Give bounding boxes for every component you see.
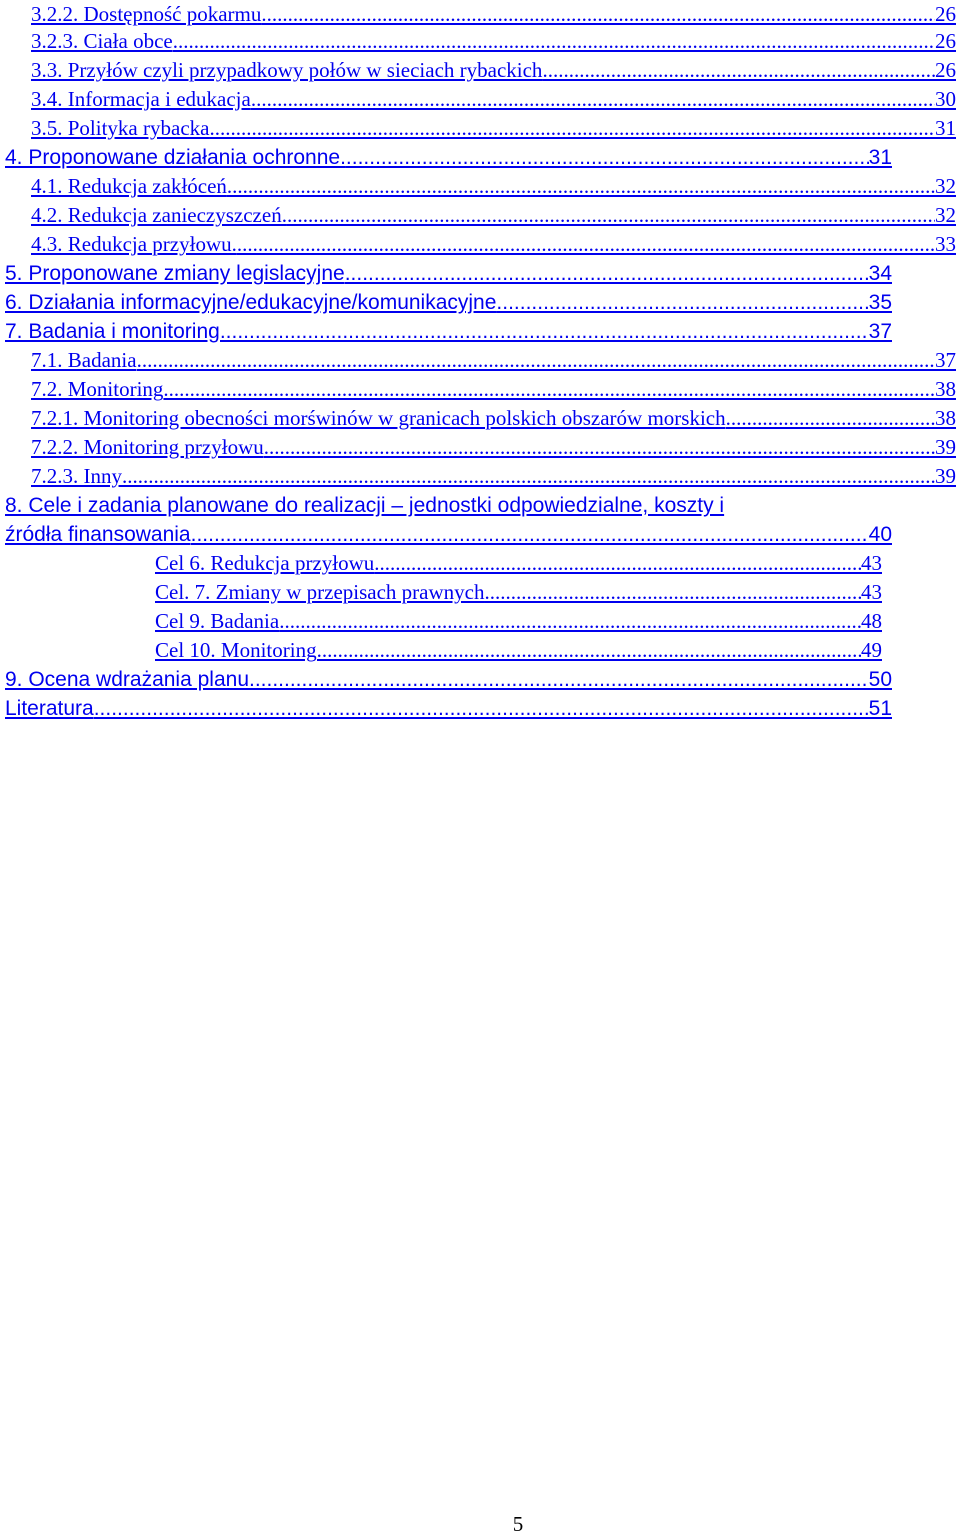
toc-entry-label: 7.2.3. Inny: [31, 464, 122, 488]
dot-leader: [122, 462, 935, 491]
toc-entry-label: 4.1. Redukcja zakłóceń: [31, 174, 227, 198]
toc-entry-page: 35: [868, 291, 892, 314]
dot-leader: [726, 404, 935, 433]
dot-leader: [261, 0, 935, 29]
page-number: 5: [512, 1512, 524, 1536]
toc-entry-label: Cel 10. Monitoring: [155, 638, 317, 662]
toc-entry-page: 38: [935, 377, 956, 401]
toc-entry-label: 6. Działania informacyjne/edukacyjne/komunikacyjne: [5, 291, 497, 314]
toc-entry-label-line2: źródła finansowania: [5, 523, 191, 546]
dot-leader: [542, 56, 935, 85]
toc-entry-3-2-3[interactable]: [31, 27, 956, 56]
toc-entry-cel-10[interactable]: [155, 636, 882, 665]
toc-entry-label: 3.4. Informacja i edukacja: [31, 87, 251, 111]
toc-entry-page: 39: [935, 464, 956, 488]
toc-entry-7-2-1[interactable]: [31, 404, 956, 433]
dot-leader: [191, 520, 869, 549]
dot-leader: [496, 288, 868, 317]
toc-entry-page: 34: [868, 262, 892, 285]
toc-entry-label: Cel 9. Badania: [155, 609, 280, 633]
toc-entry-label: Literatura: [5, 697, 94, 720]
toc-entry-page: 43: [861, 551, 882, 575]
dot-leader: [374, 549, 861, 578]
toc-entry-3-2-2[interactable]: [31, 0, 956, 29]
toc-entry-label: Cel. 7. Zmiany w przepisach prawnych: [155, 580, 485, 604]
toc-entry-literatura[interactable]: [5, 694, 892, 723]
toc-entry-label: 4. Proponowane działania ochronne.: [5, 146, 346, 169]
dot-leader: [264, 433, 935, 462]
toc-entry-cel-6[interactable]: [155, 549, 882, 578]
toc-entry-page: 37: [935, 348, 956, 372]
toc-entry-label: 9. Ocena wdrażania planu: [5, 668, 249, 691]
toc-entry-7-1[interactable]: [31, 346, 956, 375]
dot-leader: [249, 665, 869, 694]
toc-entry-8[interactable]: [5, 491, 892, 549]
dot-leader: [317, 636, 861, 665]
toc-entry-page: 43: [861, 580, 882, 604]
toc-entry-cel-9[interactable]: [155, 607, 882, 636]
toc-entry-4[interactable]: [5, 143, 892, 172]
toc-entry-label: Cel 6. Redukcja przyłowu: [155, 551, 375, 575]
toc-entry-label: 3.2.3. Ciała obce: [31, 29, 173, 53]
toc-entry-label: 3.3. Przyłów czyli przypadkowy połów w sieciach rybackich: [31, 58, 543, 82]
toc-entry-label: 3.5. Polityka rybacka: [31, 116, 210, 140]
toc-entry-page: 33: [935, 232, 956, 256]
toc-entry-label: 4.3. Redukcja przyłowu.: [31, 232, 237, 256]
toc-entry-9[interactable]: [5, 665, 892, 694]
toc-entry-5[interactable]: [5, 259, 892, 288]
toc-entry-label-line1: 8. Cele i zadania planowane do realizacji – jednostki odpowiedzialne, koszty i: [5, 494, 725, 517]
dot-leader: [237, 230, 935, 259]
toc-entry-label: 3.2.2. Dostępność pokarmu: [31, 2, 262, 26]
toc-entry-6[interactable]: [5, 288, 892, 317]
toc-entry-7-2-2[interactable]: [31, 433, 956, 462]
toc-entry-page: 50: [868, 668, 892, 691]
toc-entry-label: 4.2. Redukcja zanieczyszczeń.: [31, 203, 287, 227]
toc-entry-page: 38: [935, 406, 956, 430]
toc-entry-label: 5. Proponowane zmiany legislacyjne: [5, 262, 345, 285]
toc-entry-second-line: [5, 520, 892, 549]
toc-entry-label: 7.2.2. Monitoring przyłowu: [31, 435, 264, 459]
dot-leader: [209, 114, 935, 143]
toc-entry-cel-7[interactable]: [155, 578, 882, 607]
toc-entry-page: 26: [935, 2, 956, 26]
dot-leader: [345, 259, 869, 288]
toc-entry-page: 32: [935, 174, 956, 198]
toc-entry-label: 7.1. Badania: [31, 348, 137, 372]
dot-leader: [227, 172, 935, 201]
toc-entry-page: 37: [868, 320, 892, 343]
toc-entry-page: 26: [935, 29, 956, 53]
dot-leader: [163, 375, 935, 404]
toc-entry-page: 31: [935, 116, 956, 140]
toc-entry-7-2-3[interactable]: [31, 462, 956, 491]
dot-leader: [94, 694, 869, 723]
toc-entry-label: 7. Badania i monitoring: [5, 320, 220, 343]
dot-leader: [220, 317, 869, 346]
toc-entry-3-5[interactable]: [31, 114, 956, 143]
dot-leader: [251, 85, 935, 114]
toc-entry-3-4[interactable]: [31, 85, 956, 114]
dot-leader: [346, 143, 869, 172]
toc-entry-7[interactable]: [5, 317, 892, 346]
toc-entry-page: 51: [868, 697, 892, 720]
dot-leader: [287, 201, 935, 230]
toc-entry-page: 26: [935, 58, 956, 82]
toc-entry-label: 7.2.1. Monitoring obecności morświnów w granicach polskich obszarów morskich: [31, 406, 726, 430]
toc-entry-label: 7.2. Monitoring: [31, 377, 164, 401]
dot-leader: [137, 346, 935, 375]
toc-entry-page: 40: [868, 523, 892, 546]
dot-leader: [484, 578, 861, 607]
toc-entry-page: 31: [868, 146, 892, 169]
toc-entry-3-3[interactable]: [31, 56, 956, 85]
dot-leader: [173, 27, 935, 56]
toc-entry-page: 48: [861, 609, 882, 633]
dot-leader: [279, 607, 861, 636]
toc-entry-page: 30: [935, 87, 956, 111]
toc-entry-4-2[interactable]: [31, 201, 956, 230]
toc-entry-4-1[interactable]: [31, 172, 956, 201]
toc-entry-4-3[interactable]: [31, 230, 956, 259]
toc-entry-page: 49: [861, 638, 882, 662]
toc-entry-page: 39: [935, 435, 956, 459]
toc-entry-7-2[interactable]: [31, 375, 956, 404]
toc-entry-page: 32: [935, 203, 956, 227]
